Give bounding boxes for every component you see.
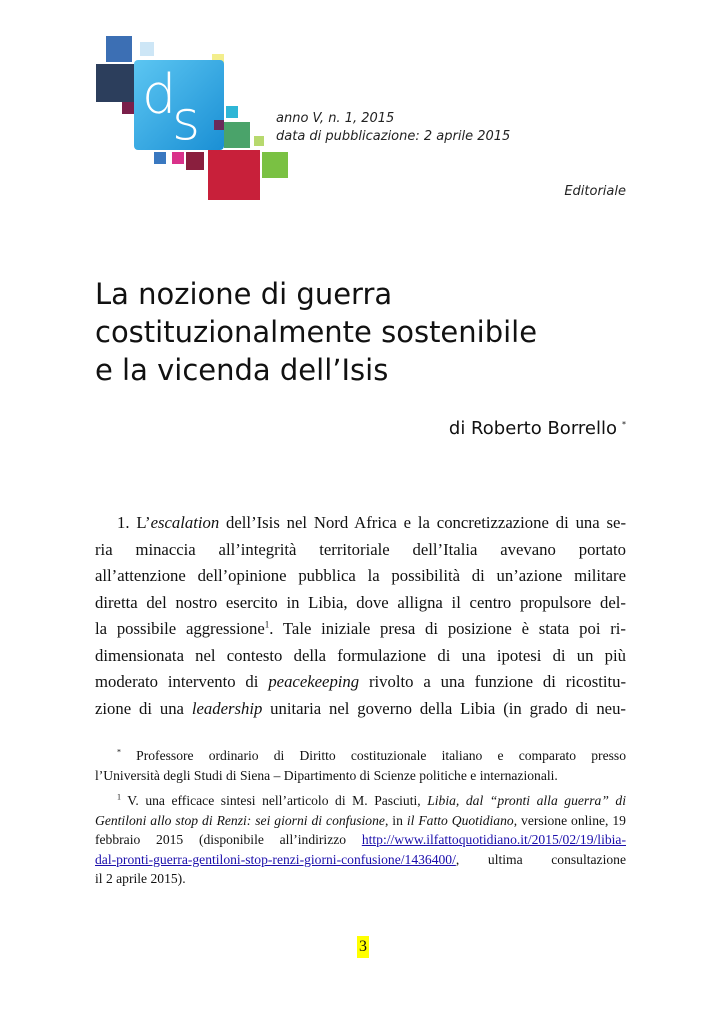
- article-title: [95, 275, 635, 389]
- body-line: diretta del nostro esercito in Libia, dove alligna il centro propulsore del-: [95, 592, 626, 612]
- title-line: costituzionalmente sostenibile: [95, 315, 538, 349]
- footnote-ref[interactable]: 1: [264, 619, 270, 630]
- body-line: zione di una leadership unitaria nel governo della Libia (in grado di neu-: [95, 698, 626, 718]
- source-link[interactable]: dal-pronti-guerra-gentiloni-stop-renzi-giorni-confusione/1436400/: [95, 851, 456, 867]
- footnotes: [95, 746, 626, 895]
- footnote-1: [95, 791, 626, 889]
- logo-square: [186, 152, 204, 170]
- logo-square: [96, 64, 134, 102]
- body-line: dimensionata nel contesto della formulazione di una ipotesi di un più: [95, 645, 626, 665]
- footnote-line: * Professore ordinario di Diritto costituzionale italiano e comparato presso: [117, 747, 626, 763]
- source-link[interactable]: http://www.ilfattoquotidiano.it/2015/02/19/libia-: [361, 832, 626, 847]
- logo-square: [262, 152, 288, 178]
- body-line: all’attenzione dell’opinione pubblica la possibilità di un’azione militare: [95, 566, 626, 585]
- footnote-author: [95, 746, 626, 785]
- title-line: e la vicenda dell’Isis: [95, 353, 389, 387]
- title-line: La nozione di guerra: [95, 277, 393, 311]
- footnote-line: febbraio 2015 (disponibile all’indirizzo http://www.ilfattoquotidiano.it/2015/02/19/libia-: [95, 832, 626, 847]
- logo-square: [254, 136, 264, 146]
- logo-square: [226, 106, 238, 118]
- author-name: di Roberto Borrello: [448, 418, 617, 439]
- author-footnote-mark: *: [622, 420, 626, 429]
- logo-square: [122, 102, 134, 114]
- journal-logo: [94, 34, 294, 204]
- footnote-line: Gentiloni allo stop di Renzi: sei giorni di confusione, in il Fatto Quotidiano, versione online, 19: [95, 812, 626, 828]
- body-line: la possibile aggressione$^1$. Tale iniziale presa di posizione è stata poi ri-: [95, 619, 626, 638]
- footnote-line: $^1$ V. una efficace sintesi nell’articolo di M. Pasciuti, Libia, dal “pronti alla guerra” di: [117, 792, 626, 808]
- section-label: Editoriale: [564, 184, 626, 199]
- author-byline: [449, 418, 626, 439]
- logo-square: [214, 120, 224, 130]
- logo-square: [172, 152, 184, 164]
- logo-square: [224, 122, 250, 148]
- issue-info: [276, 110, 510, 146]
- logo-square: [106, 36, 132, 62]
- logo-square: [208, 150, 260, 200]
- logo-square: [140, 42, 154, 56]
- footnote-line: dal-pronti-guerra-gentiloni-stop-renzi-giorni-confusione/1436400/, ultima consultazione: [95, 851, 626, 867]
- page-number: 3: [357, 936, 369, 958]
- footnote-line: il 2 aprile 2015).: [95, 871, 186, 886]
- logo-square: [154, 152, 166, 164]
- issue-volume: anno V, n. 1, 2015: [276, 111, 395, 126]
- body-line: ria minaccia all’integrità territoriale dell’Italia avevano portato: [95, 539, 626, 559]
- body-line: moderato intervento di peacekeeping rivolto a una funzione di ricostitu-: [95, 672, 627, 691]
- body-line: 1. L’escalation dell’Isis nel Nord Africa e la concretizzazione di una se-: [117, 513, 626, 532]
- body-paragraph: [95, 510, 626, 722]
- logo-letter-s: s: [172, 89, 199, 152]
- issue-publication-date: data di pubblicazione: 2 aprile 2015: [276, 129, 511, 144]
- footnote-line: l’Università degli Studi di Siena – Dipartimento di Scienze politiche e internazionali.: [95, 767, 558, 783]
- logo-letter-d: d: [142, 63, 175, 126]
